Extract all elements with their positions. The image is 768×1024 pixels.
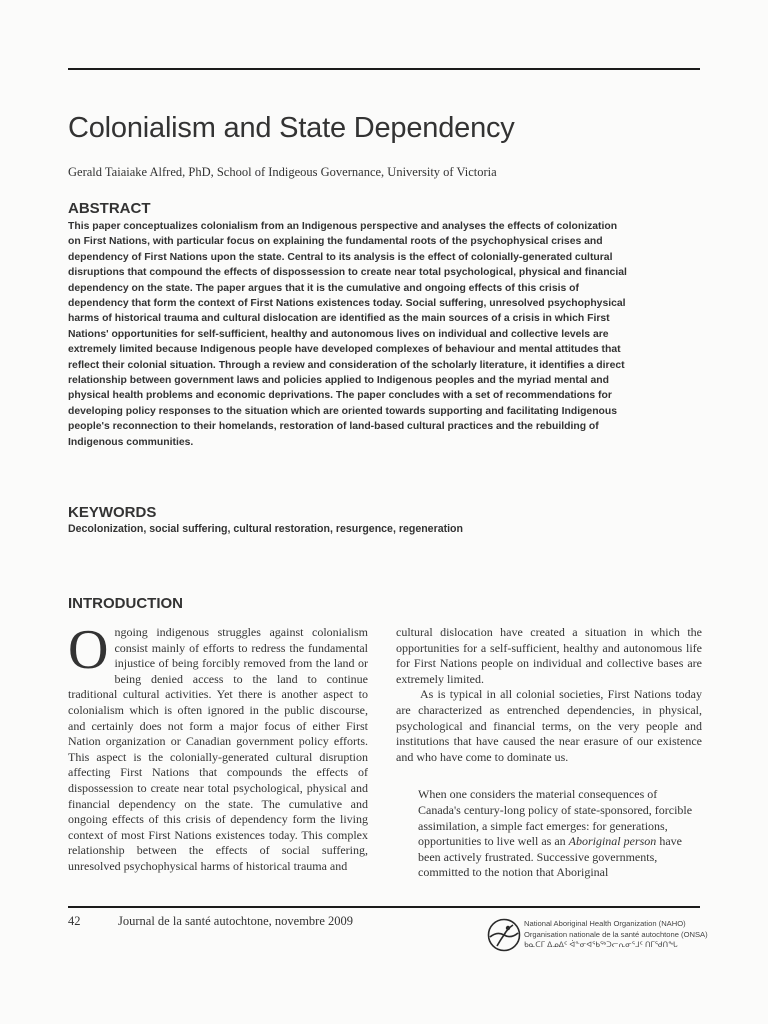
naho-line-inuktitut: ᑲᓇᑕᒥ ᐃᓄᐃᑦ ᐋᓐᓂᐊᖃᖅᑐᓕᕆᓂᕐᒧᑦ ᑎᒥᖁᑎᖓ bbox=[524, 940, 678, 950]
paper-title: Colonialism and State Dependency bbox=[68, 112, 515, 144]
drop-cap: O bbox=[68, 619, 109, 681]
intro-left-text: ngoing indigenous struggles against colonialism consist mainly of efforts to redress the fundamental injustice of being forcibly removed from the land or being denied access to the land to continue traditional cultural activities. Yet there is another aspect to colonialism which is often ignored in the public discourse, and certainly does not form a major focus of either First Nation organization or Canadian government policy efforts. This aspect is the colonially-generated cultural disruption affecting First Nations that compounds the effects of dispossession to create near total psychological, physical and financial dependency on the state. The cumulative and ongoing effects of this crisis of dependency form the living context of most First Nations existences today. This complex relationship between the effects of social suffering, unresolved psychophysical harms of historical trauma and bbox=[68, 625, 368, 873]
naho-organization-text bbox=[524, 919, 708, 951]
intro-right-paragraph-2: As is typical in all colonial societies, First Nations today are characterized as entrenched dependencies, in physical, psychological and financial terms, on the very people and institutions that have caused the near erasure of our existence and who have come to dominate us. bbox=[396, 687, 702, 764]
quote-text-start: When one considers the material consequences of Canada's century-long policy of state-sponsored, forcible assimilation, a simple fact emerges: for generations, opportunities to live well as an bbox=[418, 787, 693, 849]
quote-emphasis: Aboriginal person bbox=[568, 834, 657, 849]
intro-left-column bbox=[68, 619, 368, 875]
author-line: Gerald Taiaiake Alfred, PhD, School of Indigeous Governance, University of Victoria bbox=[68, 165, 497, 179]
keywords-heading: KEYWORDS bbox=[68, 504, 157, 521]
abstract-body: This paper conceptualizes colonialism from an Indigenous perspective and analyses the effects of colonization on First Nations, with particular focus on explaining the fundamental roots of the psychophysical crises and dependency of First Nations upon the state. Central to its analysis is the effect of colonially-generated cultural disruptions that compound the effects of dispossession to create near total psychological, physical and financial dependency on the state. The paper argues that it is the cumulative and ongoing effects of this crisis of dependency that form the context of First Nations existences today. Social suffering, unresolved psychophysical harms of historical trauma and cultural dislocation are identified as the main sources of a crisis in which First Nations' opportunities for self-sufficient, healthy and autonomous lives on individual and collective levels are extremely limited because Indigenous people have developed complexes of behaviour and mental attitudes that reflect their colonial situation. Through a review and consideration of the scholarly literature, it identifies a direct relationship between government laws and policies applied to Indigenous peoples and the myriad mental and physical health problems and economic deprivations. The paper concludes with a set of recommendations for developing policy responses to the situation which are oriented towards supporting and facilitating Indigenous people's reconnection to their homelands, restoration of land-based cultural practices and the rebuilding of Indigenous communities. bbox=[68, 221, 627, 448]
abstract-heading: ABSTRACT bbox=[68, 200, 151, 217]
quote-text-end: have been actively frustrated. Successive governments, committed to the notion that Aboriginal bbox=[418, 834, 682, 880]
page-number: 42 bbox=[68, 914, 81, 928]
journal-name: Journal de la santé autochtone, novembre 2009 bbox=[118, 914, 353, 928]
bottom-rule bbox=[68, 906, 700, 908]
intro-right-column bbox=[396, 625, 702, 881]
intro-right-paragraph-1: cultural dislocation have created a situation in which the opportunities for a self-sufficient, healthy and autonomous life for First Nations people on individual and collective bases are extremely limited. bbox=[396, 625, 702, 686]
block-quote bbox=[396, 787, 702, 881]
keywords-body: Decolonization, social suffering, cultural restoration, resurgence, regeneration bbox=[68, 523, 463, 535]
naho-line-french: Organisation nationale de la santé autochtone (ONSA) bbox=[524, 929, 708, 939]
naho-line-english: National Aboriginal Health Organization (NAHO) bbox=[524, 919, 686, 928]
naho-logo-icon bbox=[487, 918, 521, 952]
introduction-heading: INTRODUCTION bbox=[68, 595, 183, 612]
top-rule bbox=[68, 68, 700, 70]
